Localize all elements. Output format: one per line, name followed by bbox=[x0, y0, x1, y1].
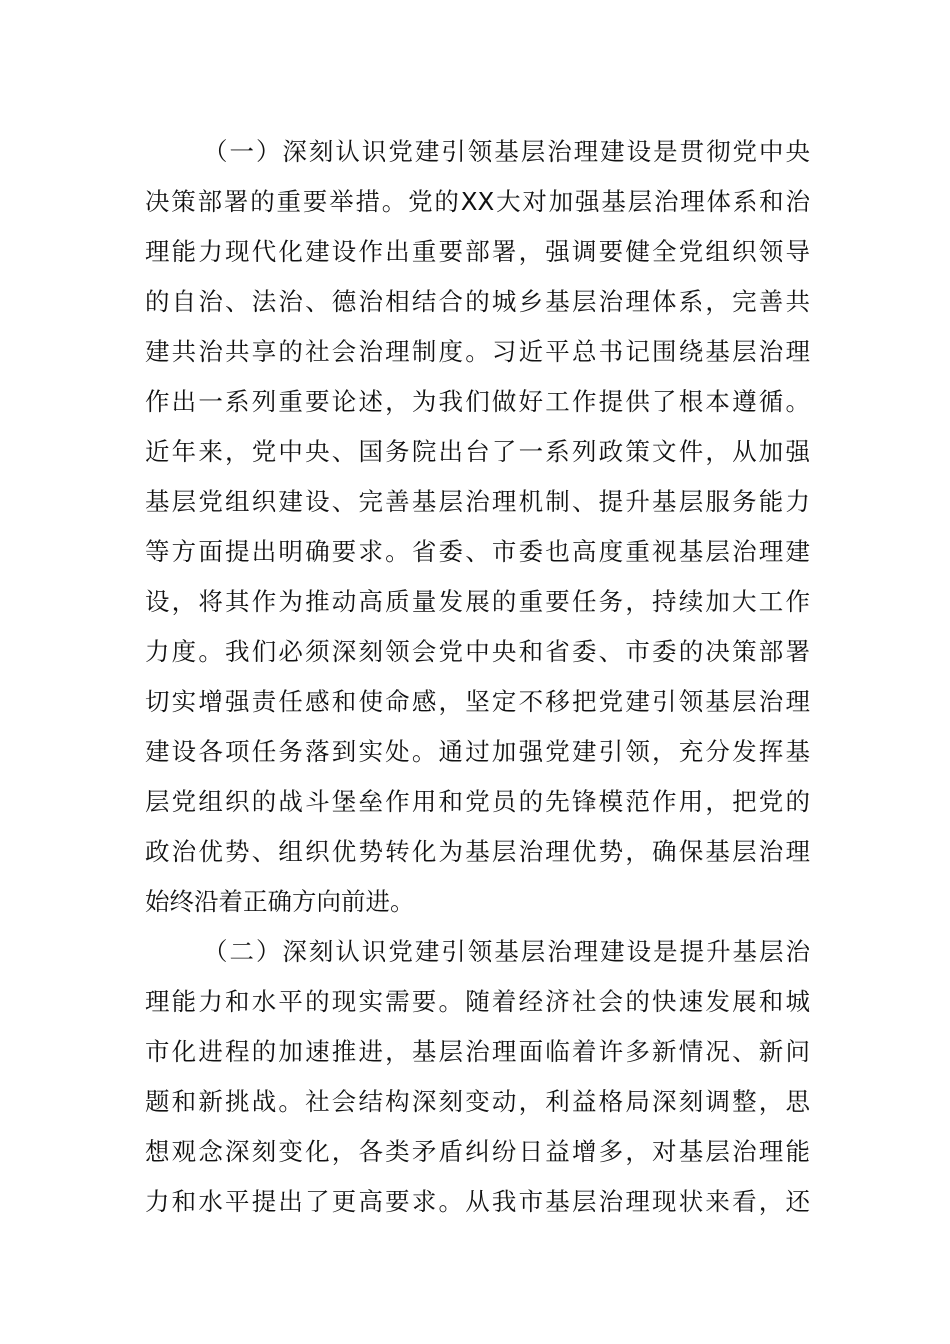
paragraph-line: 想观念深刻变化，各类矛盾纠纷日益增多，对基层治理能 bbox=[145, 1137, 810, 1166]
paragraph-line: 题和新挑战。社会结构深刻变动，利益格局深刻调整，思 bbox=[145, 1087, 810, 1116]
paragraph-line: 建设各项任务落到实处。通过加强党建引领，充分发挥基 bbox=[145, 737, 810, 766]
paragraph-line: 理能力现代化建设作出重要部署，强调要健全党组织领导 bbox=[145, 237, 810, 266]
paragraph-line: 理能力和水平的现实需要。随着经济社会的快速发展和城 bbox=[145, 987, 810, 1016]
paragraph-line: （一）深刻认识党建引领基层治理建设是贯彻党中央 bbox=[203, 137, 810, 166]
paragraph-line: 作出一系列重要论述，为我们做好工作提供了根本遵循。 bbox=[145, 387, 810, 416]
paragraph-2 bbox=[145, 927, 810, 1227]
paragraph-line: 等方面提出明确要求。省委、市委也高度重视基层治理建 bbox=[145, 537, 810, 566]
paragraph-line: 力度。我们必须深刻领会党中央和省委、市委的决策部署 bbox=[145, 637, 810, 666]
paragraph-line: 力和水平提出了更高要求。从我市基层治理现状来看，还 bbox=[145, 1187, 810, 1216]
paragraph-line: 切实增强责任感和使命感，坚定不移把党建引领基层治理 bbox=[145, 687, 810, 716]
paragraph-line: 近年来，党中央、国务院出台了一系列政策文件，从加强 bbox=[145, 437, 810, 466]
paragraph-line: 市化进程的加速推进，基层治理面临着许多新情况、新问 bbox=[145, 1037, 810, 1066]
paragraph-line: 基层党组织建设、完善基层治理机制、提升基层服务能力 bbox=[145, 487, 810, 516]
paragraph-line: 决策部署的重要举措。党的XX大对加强基层治理体系和治 bbox=[145, 187, 810, 216]
paragraph-line: （二）深刻认识党建引领基层治理建设是提升基层治 bbox=[203, 937, 810, 966]
paragraph-line: 政治优势、组织优势转化为基层治理优势，确保基层治理 bbox=[145, 837, 810, 866]
paragraph-line: 设，将其作为推动高质量发展的重要任务，持续加大工作 bbox=[145, 587, 810, 616]
paragraph-line: 的自治、法治、德治相结合的城乡基层治理体系，完善共 bbox=[145, 287, 810, 316]
document-body bbox=[145, 127, 810, 1227]
paragraph-line: 始终沿着正确方向前进。 bbox=[145, 887, 415, 916]
paragraph-line: 层党组织的战斗堡垒作用和党员的先锋模范作用，把党的 bbox=[145, 787, 810, 816]
paragraph-1 bbox=[145, 127, 810, 927]
paragraph-line: 建共治共享的社会治理制度。习近平总书记围绕基层治理 bbox=[145, 337, 810, 366]
